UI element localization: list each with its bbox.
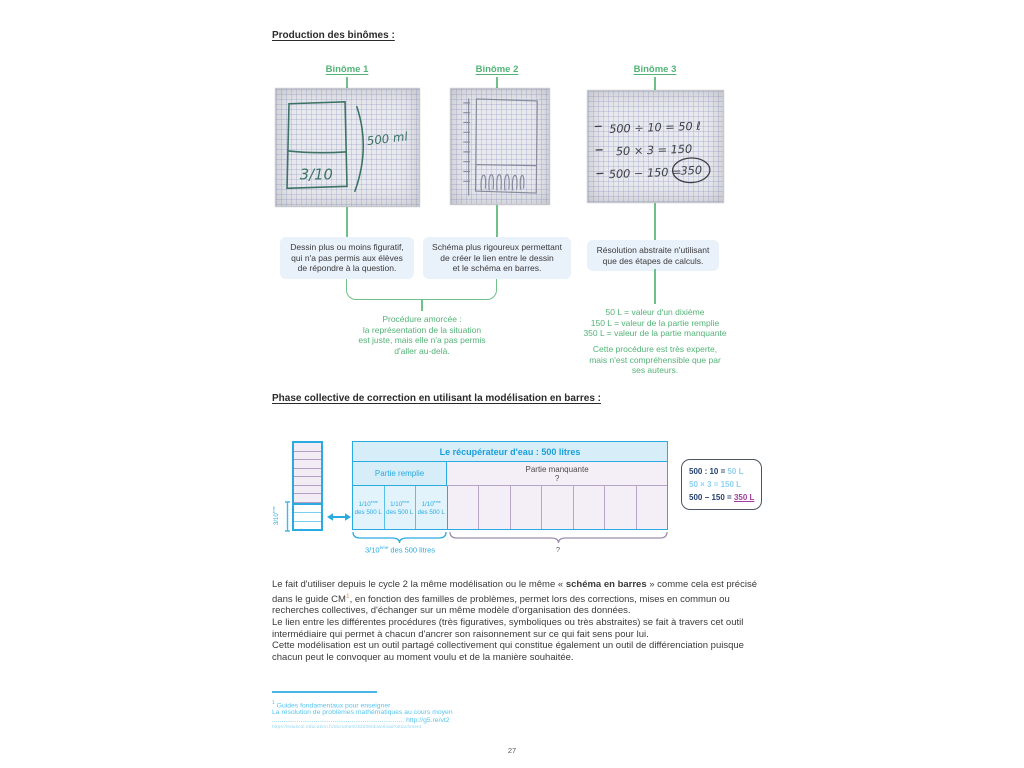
binome-3-circled-result: 350: [680, 163, 703, 178]
bar-model-title: Le récupérateur d'eau : 500 litres: [353, 442, 667, 462]
tenth-line2: des 500 L: [417, 508, 445, 516]
tank-stripe: [294, 469, 321, 478]
filled-brace-sup: ème: [379, 545, 389, 550]
filled-brace: [352, 532, 447, 544]
tank-stripe: [294, 486, 321, 495]
water-tank-model: [292, 441, 323, 531]
tenth-cell: [385, 486, 417, 529]
filled-part-header: Partie remplie: [353, 462, 447, 486]
footnote-line-2: [272, 709, 577, 725]
p3-text: Cette modélisation est un outil partagé collectivement qui constitue également un outil de différenciation puisque chacun peut le convoquer au moment voulu et de la manière souhaitée.: [272, 640, 744, 663]
join-bracket: [346, 279, 497, 300]
tenth-base: 1/10: [390, 501, 403, 509]
section-production-title: Production des binômes :: [272, 30, 395, 41]
tank-stripe-filled: [294, 512, 321, 521]
empty-tenth-cell: [574, 486, 606, 529]
empty-tenth-cell: [605, 486, 637, 529]
body-paragraph-1: [272, 579, 764, 617]
tank-stripe: [294, 452, 321, 461]
bar-model-header-row: [353, 462, 667, 486]
tank-stripe: [294, 460, 321, 469]
connector-line: [654, 77, 656, 90]
binome-3-calc-line2: 50 × 3 = 150: [615, 142, 693, 159]
binome-3-drawing: [588, 91, 723, 202]
note-binome-3-values: 50 L = valeur d'un dixième 150 L = valeur de la partie remplie 350 L = valeur de la partie manquante: [583, 307, 727, 338]
note-binomes-1-2: Procédure amorcée : la représentation de la situation est juste, mais elle n'a pas permis d'aller au-delà.: [358, 314, 486, 356]
bar-model-table: [352, 441, 668, 530]
binome-2-sketch-photo: [450, 88, 550, 205]
p2-text: Le lien entre les différentes procédures (très figuratives, symboliques ou très abstraites) se fait à travers cet outil intermédiaire qui permet à chacun d'ancrer son raisonnement sur ce qui fait sens pour lui.: [272, 617, 744, 640]
page-number: 27: [507, 746, 517, 755]
binome-1-label: Binôme 1: [325, 64, 369, 75]
connector-line: [346, 207, 348, 237]
filled-brace-base: 3/10: [364, 545, 380, 555]
tenth-base: 1/10: [421, 501, 434, 509]
body-paragraph-2: [272, 617, 764, 663]
binome-2-label: Binôme 2: [475, 64, 519, 75]
tank-stripe-filled: [294, 521, 321, 530]
missing-part-label: Partie manquante: [525, 464, 589, 474]
footnote-1-sup: 1: [272, 700, 275, 706]
connector-line: [654, 203, 656, 240]
calc-line-3: [689, 491, 754, 504]
tenth-sup: ème: [370, 499, 378, 504]
empty-tenth-cell: [479, 486, 511, 529]
tenth-line2: des 500 L: [354, 508, 382, 516]
missing-part-question: ?: [554, 473, 560, 483]
binome-1-sketch-photo: [275, 88, 420, 207]
tank-fraction-label: [272, 499, 280, 533]
binome-3-calc-line1: 500 ÷ 10 = 50 ℓ: [608, 119, 702, 136]
missing-brace: [449, 532, 668, 544]
binome-3-label: Binôme 3: [633, 64, 677, 75]
connector-line: [346, 77, 348, 88]
binome-3-calc-line3: 500 − 150 =: [608, 165, 682, 182]
connector-line: [496, 77, 498, 88]
calc-1-lhs: 500 : 10 =: [689, 467, 728, 476]
footnote-ref-label: La résolution de problèmes mathématiques au cours moyen: [272, 709, 453, 716]
tenth-sup: ème: [433, 499, 441, 504]
tank-stripe-filled: [294, 503, 321, 513]
tenth-cell: [353, 486, 385, 529]
tank-fraction-sup: ème: [272, 506, 276, 514]
missing-part-header: [447, 462, 667, 486]
calc-line-1: [689, 465, 754, 478]
footnote-ref-1: 1: [345, 592, 350, 600]
calculation-box: [681, 459, 762, 510]
footnote-divider: [272, 691, 377, 693]
footnote-1-text: Guides fondamentaux pour enseigner: [274, 702, 391, 710]
empty-tenth-cell: [542, 486, 574, 529]
binome-2-caption: Schéma plus rigoureux permettant de créer le lien entre le dessin et le schéma en barres.: [423, 237, 571, 279]
tank-fraction-base: 3/10: [274, 513, 280, 526]
calc-3-lhs: 500 − 150 =: [689, 493, 734, 502]
bar-model-cells-row: [353, 486, 667, 529]
tenth-base: 1/10: [358, 501, 371, 509]
binome-1-drawing: [276, 89, 419, 206]
connector-line: [496, 205, 498, 237]
footnote-full-url[interactable]: https://eduscol.education.fr/document/32206/download?attachment: [272, 724, 422, 729]
p1-text: » comme cela est précisé dans le guide CM: [272, 579, 757, 605]
leader-dots: ......................................................................: [272, 717, 405, 724]
binome-2-drawing: [451, 89, 549, 204]
binome-1-volume-text: 500 ml: [366, 129, 409, 149]
tank-stripe: [294, 477, 321, 486]
empty-tenth-cell: [448, 486, 480, 529]
missing-brace-label: ?: [555, 545, 561, 554]
note-binome-3-comment: Cette procédure est très experte, mais n'est compréhensible que par ses auteurs.: [589, 344, 721, 375]
calc-3-rhs: 350 L: [733, 493, 755, 502]
p1-text: , en fonction des familles de problèmes, permet lors des corrections, mises en commun ou recherches collectives, d'échanger sur un même modèle d'organisation des données.: [272, 593, 730, 617]
tenth-line2: des 500 L: [386, 508, 414, 516]
connector-line: [421, 300, 423, 311]
measure-bracket: [283, 501, 291, 532]
tenth-sup: ème: [402, 499, 410, 504]
connector-line: [654, 269, 656, 304]
calc-line-2: 50 × 3 = 150 L: [689, 480, 742, 489]
p1-bold-term: schéma en barres: [565, 579, 647, 590]
filled-brace-rest: des 500 litres: [388, 545, 436, 555]
section-correction-title: Phase collective de correction en utilisant la modélisation en barres :: [272, 393, 601, 404]
tank-stripe: [294, 494, 321, 503]
empty-tenth-cell: [637, 486, 668, 529]
p1-text: Le fait d'utiliser depuis le cycle 2 la même modélisation ou le même «: [272, 579, 566, 590]
footnote-short-link[interactable]: http://g5.re/vt2: [404, 717, 450, 724]
double-arrow-icon: [327, 510, 351, 524]
calc-1-rhs: 50 L: [727, 467, 744, 476]
binome-3-caption: Résolution abstraite n'utilisant que des étapes de calculs.: [587, 240, 719, 271]
binome-3-sketch-photo: [587, 90, 724, 203]
binome-1-caption: Dessin plus ou moins figuratif, qui n'a pas permis aux élèves de répondre à la question.: [280, 237, 414, 279]
binome-1-fraction-text: 3/10: [299, 166, 333, 184]
empty-tenth-cell: [511, 486, 543, 529]
tenth-cell: [416, 486, 448, 529]
filled-brace-label: [330, 545, 470, 555]
tank-stripe: [294, 443, 321, 452]
